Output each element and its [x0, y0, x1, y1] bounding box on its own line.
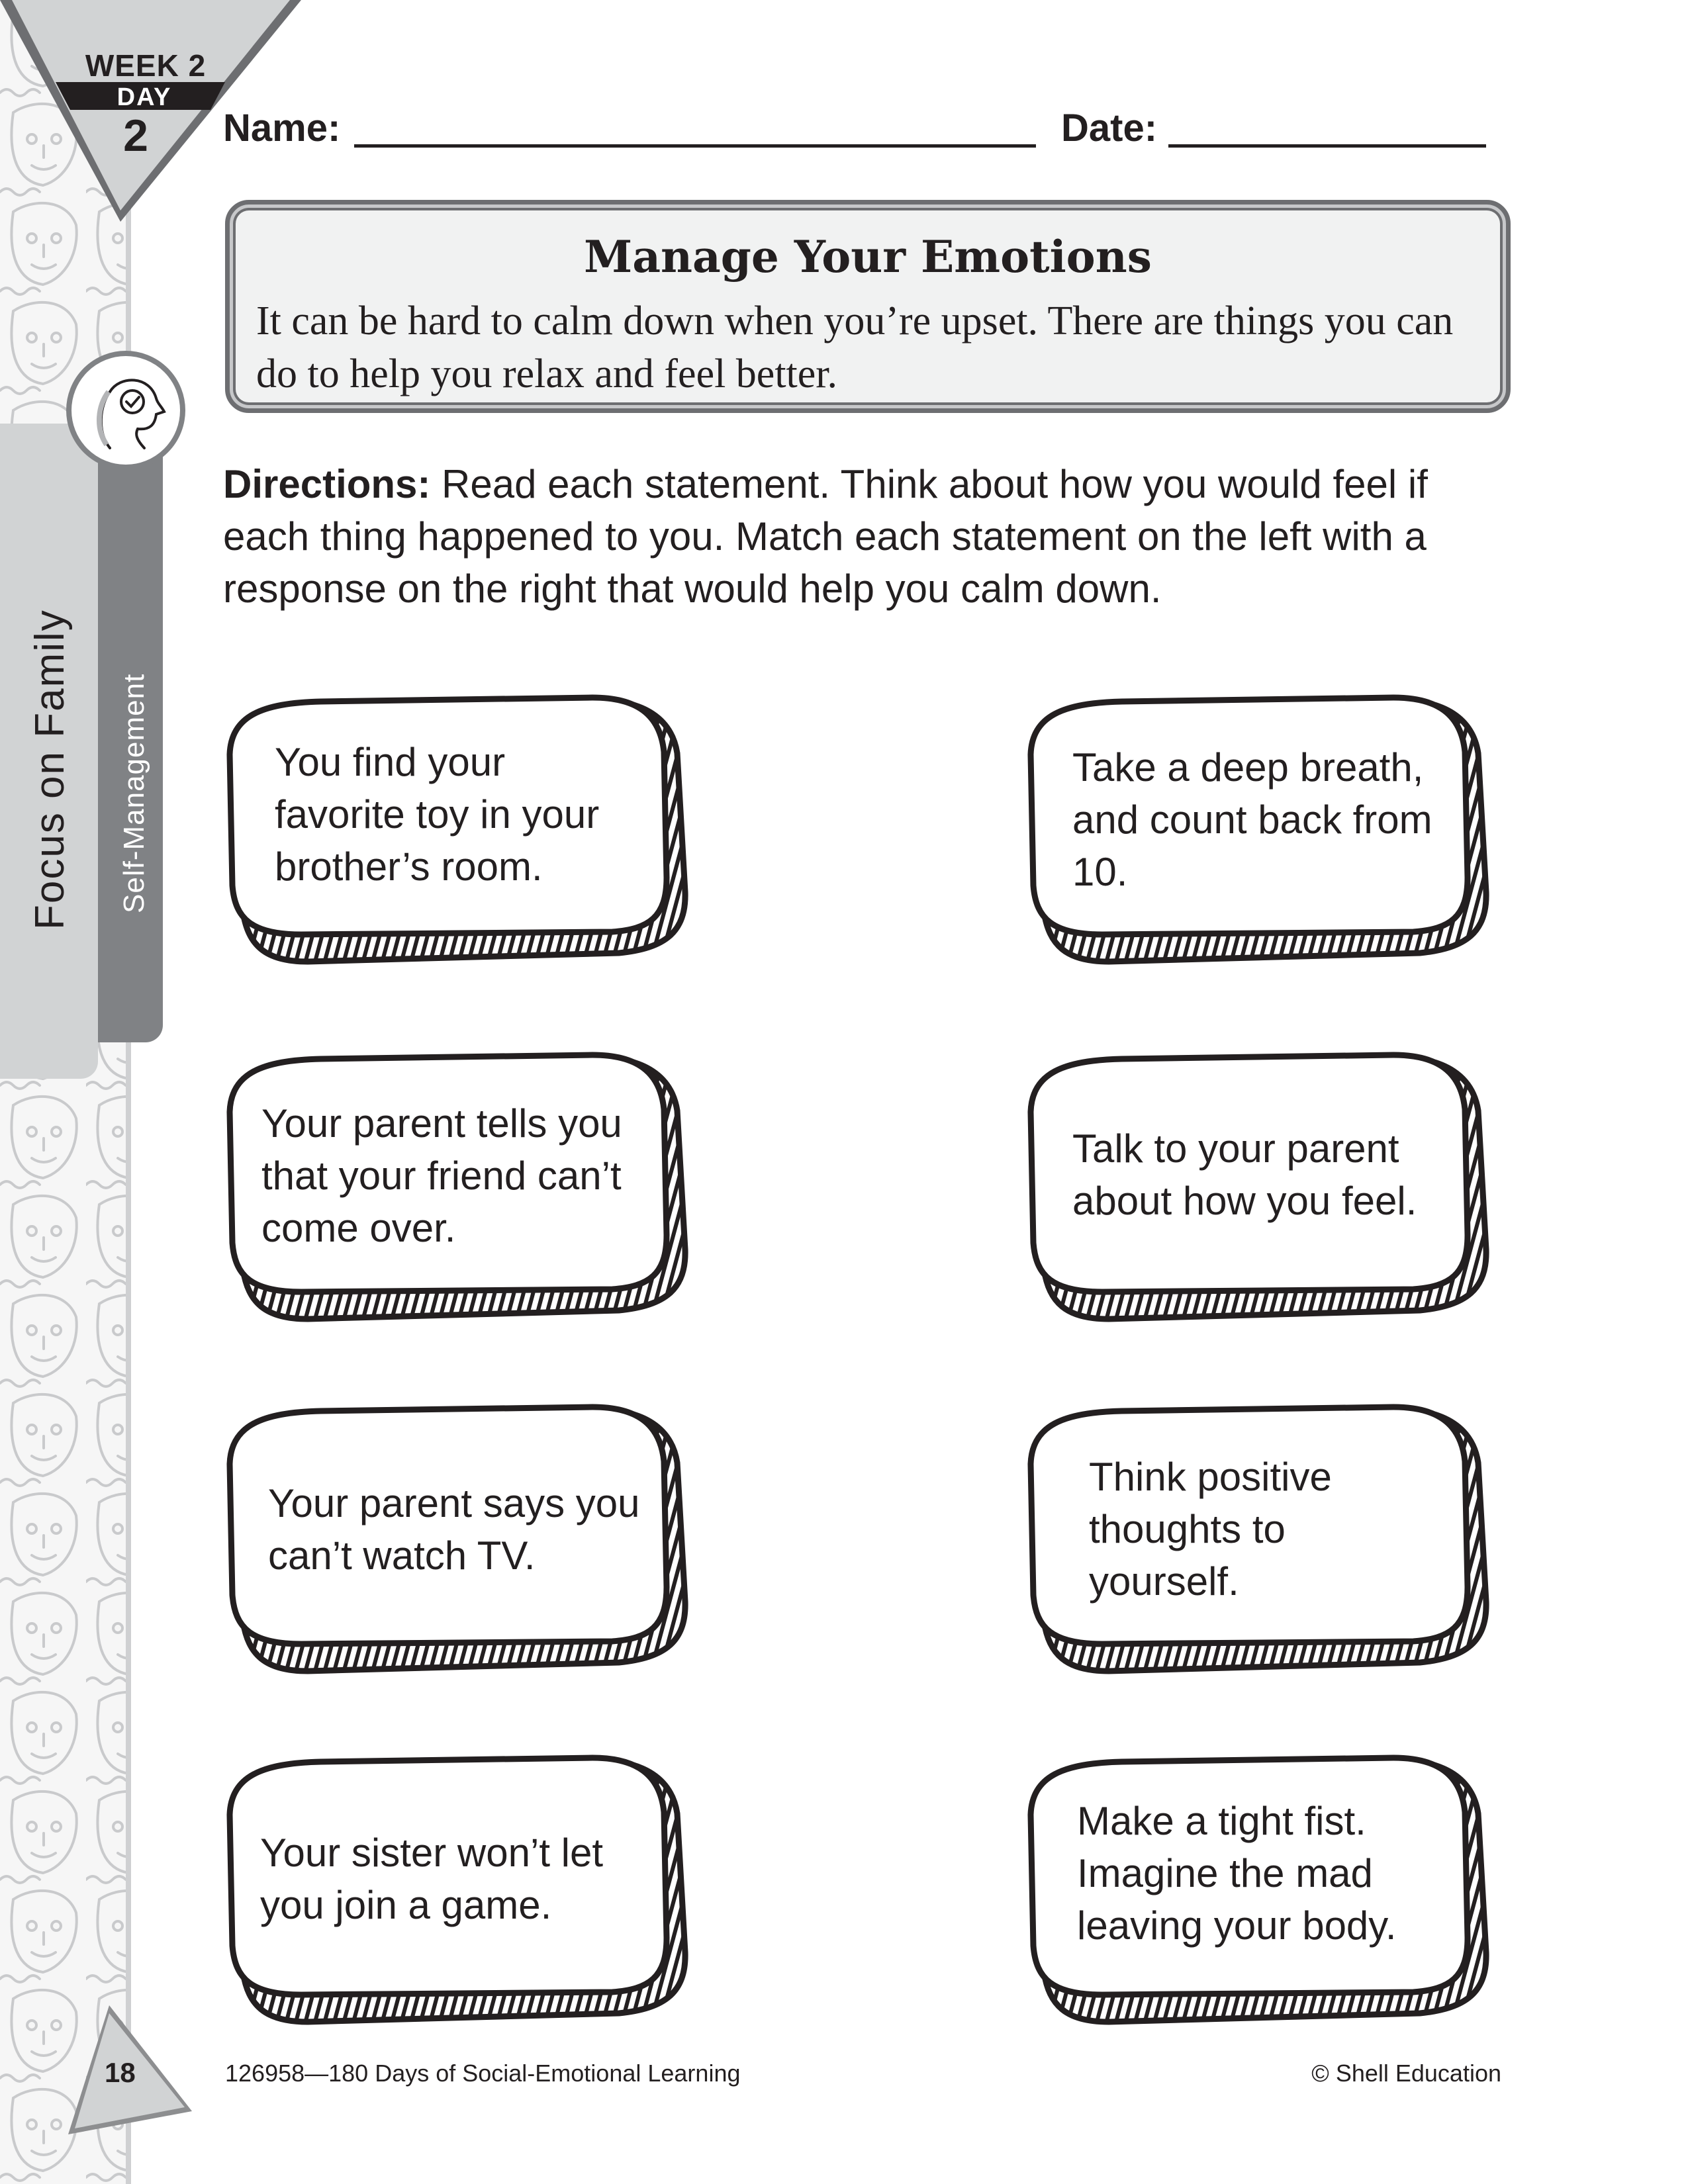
page-title: Manage Your Emotions: [584, 231, 1152, 283]
day-label: DAY: [117, 83, 172, 111]
directions-label: Directions:: [223, 462, 431, 506]
response-card[interactable]: [1023, 1051, 1494, 1316]
intro-text: It can be hard to calm down when you’re upset. There are things you can do to help you relax and feel better.: [256, 298, 1454, 396]
book-title: 126958—180 Days of Social-Emotional Learning: [225, 2060, 741, 2087]
unit-label: Focus on Family: [27, 609, 73, 930]
head-check-icon: [66, 351, 185, 470]
name-label: Name:: [223, 107, 341, 150]
statement-text: You find your favorite toy in your brother’s room.: [275, 740, 600, 889]
name-field[interactable]: [354, 144, 1036, 148]
response-text: Talk to your parent about how you feel.: [1072, 1126, 1417, 1223]
response-text: Make a tight fist. Imagine the mad leaving your body.: [1077, 1799, 1397, 1948]
statement-card[interactable]: [222, 694, 693, 958]
copyright: © Shell Education: [1311, 2060, 1501, 2087]
date-label: Date:: [1061, 107, 1158, 150]
response-card[interactable]: [1023, 694, 1494, 958]
statement-text: Your parent says you can’t watch TV.: [268, 1481, 640, 1578]
statement-card[interactable]: [222, 1403, 693, 1668]
directions-text: Read each statement. Think about how you would feel if each thing happened to you. Match each statement on the left with a response on the right that would help you calm down.: [223, 462, 1428, 611]
response-text: Think positive thoughts to yourself.: [1089, 1455, 1332, 1604]
response-card[interactable]: [1023, 1403, 1494, 1668]
side-strip-edge: [126, 0, 131, 2184]
statement-text: Your sister won’t let you join a game.: [260, 1831, 604, 1927]
title-box: [225, 200, 1511, 413]
day-number: 2: [123, 111, 148, 161]
directions: [223, 458, 1521, 615]
page-number: 18: [105, 2057, 136, 2088]
competency-label: Self-Management: [118, 673, 150, 913]
response-text: Take a deep breath, and count back from 10.: [1072, 745, 1432, 894]
side-pattern-strip: [0, 0, 129, 2184]
statement-text: Your parent tells you that your friend can’t come over.: [261, 1101, 622, 1250]
response-card[interactable]: [1023, 1754, 1494, 2019]
statement-card[interactable]: [222, 1754, 693, 2019]
date-field[interactable]: [1168, 144, 1486, 148]
face-pattern-decoration: [0, 0, 129, 2184]
week-label: WEEK 2: [85, 48, 207, 83]
statement-card[interactable]: [222, 1051, 693, 1316]
